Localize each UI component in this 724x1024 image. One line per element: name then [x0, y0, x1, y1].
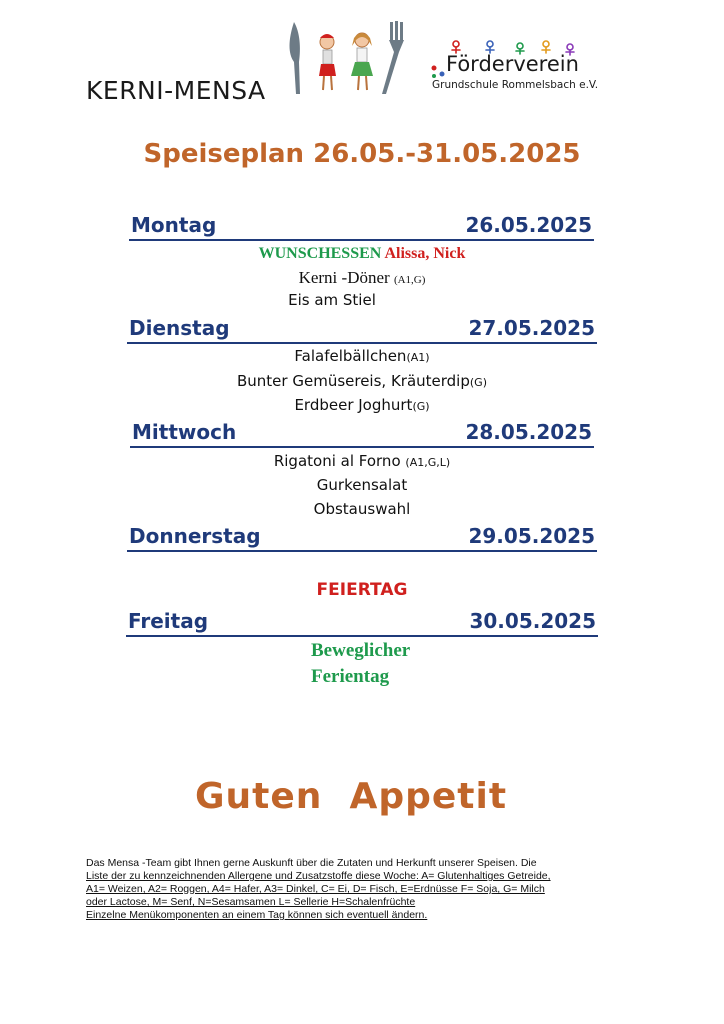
day-date: 26.05.2025 [465, 213, 592, 237]
menu-item [0, 396, 724, 414]
menu-item-name: Eis am Stiel [288, 291, 376, 309]
day-date: 28.05.2025 [465, 420, 592, 444]
day-name: Mittwoch [132, 420, 237, 444]
menu-item [0, 268, 724, 288]
day-header-thursday [127, 522, 597, 552]
allergen-note: (A1,G) [393, 274, 426, 286]
day-name: Donnerstag [129, 524, 261, 548]
day-date: 27.05.2025 [468, 316, 595, 340]
day-header-wednesday [130, 418, 594, 448]
menu-item-name: Kerni -Döner [298, 268, 390, 287]
menu-item [0, 500, 724, 518]
menu-item-name: Falafelbällchen [294, 347, 407, 365]
day-header-tuesday [127, 314, 597, 344]
friday-note-line1: Beweglicher [311, 640, 411, 661]
footnote-line: Liste der zu kennzeichnenden Allergene und Zusatzstoffe diese Woche: A= Glutenhaltiges Getreide, [86, 870, 551, 882]
day-name: Montag [131, 213, 217, 237]
holiday-note: FEIERTAG [316, 580, 408, 600]
menu-item [0, 372, 724, 390]
menu-item-name: Bunter Gemüsereis, Kräuterdip [237, 372, 470, 390]
menu-item-name: Rigatoni al Forno [273, 452, 401, 470]
allergen-note: (G) [469, 376, 487, 389]
allergen-footnote [86, 857, 634, 922]
menu-item [0, 347, 724, 365]
day-name: Dienstag [129, 316, 230, 340]
friday-note-line2: Ferientag [311, 666, 390, 687]
wish-names: Alissa, Nick [384, 245, 466, 262]
menu-item [0, 291, 694, 309]
kids-cutlery-illustration [282, 18, 414, 96]
brand-title: KERNI-MENSA [86, 76, 266, 105]
logo-name: Förderverein [446, 52, 579, 76]
menu-item-name: Obstauswahl [313, 500, 411, 518]
footnote-line: oder Lactose, M= Senf, N=Sesamsamen L= Sellerie H=Schalenfrüchte [86, 896, 416, 908]
day-date: 29.05.2025 [468, 524, 595, 548]
menu-item [0, 452, 724, 470]
day-date: 30.05.2025 [469, 609, 596, 633]
day-header-monday [129, 211, 594, 241]
wish-meal-line [0, 245, 724, 263]
menu-item-name: Gurkensalat [316, 476, 408, 494]
day-name: Freitag [128, 609, 209, 633]
footnote-line: Das Mensa -Team gibt Ihnen gerne Auskunft über die Zutaten und Herkunft unserer Speisen. Die [86, 857, 537, 869]
footnote-line: Einzelne Menükomponenten an einem Tag können sich eventuell ändern. [86, 909, 428, 921]
allergen-note: (A1) [406, 351, 430, 364]
allergen-note: (A1,G,L) [405, 456, 451, 469]
logo-subtitle: Grundschule Rommelsbach e.V. [432, 79, 599, 91]
menu-item-name: Erdbeer Joghurt [294, 396, 413, 414]
menu-item [0, 476, 724, 494]
closing-greeting: Guten Appetit [194, 776, 508, 817]
wish-label: WUNSCHESSEN [258, 245, 382, 262]
allergen-note: (G) [412, 400, 430, 413]
footnote-line: A1= Weizen, A2= Roggen, A4= Hafer, A3= Dinkel, C= Ei, D= Fisch, E=Erdnüsse F= Soja, G= Milch [86, 883, 545, 895]
page-title: Speiseplan 26.05.-31.05.2025 [143, 139, 581, 169]
day-header-friday [126, 607, 598, 637]
